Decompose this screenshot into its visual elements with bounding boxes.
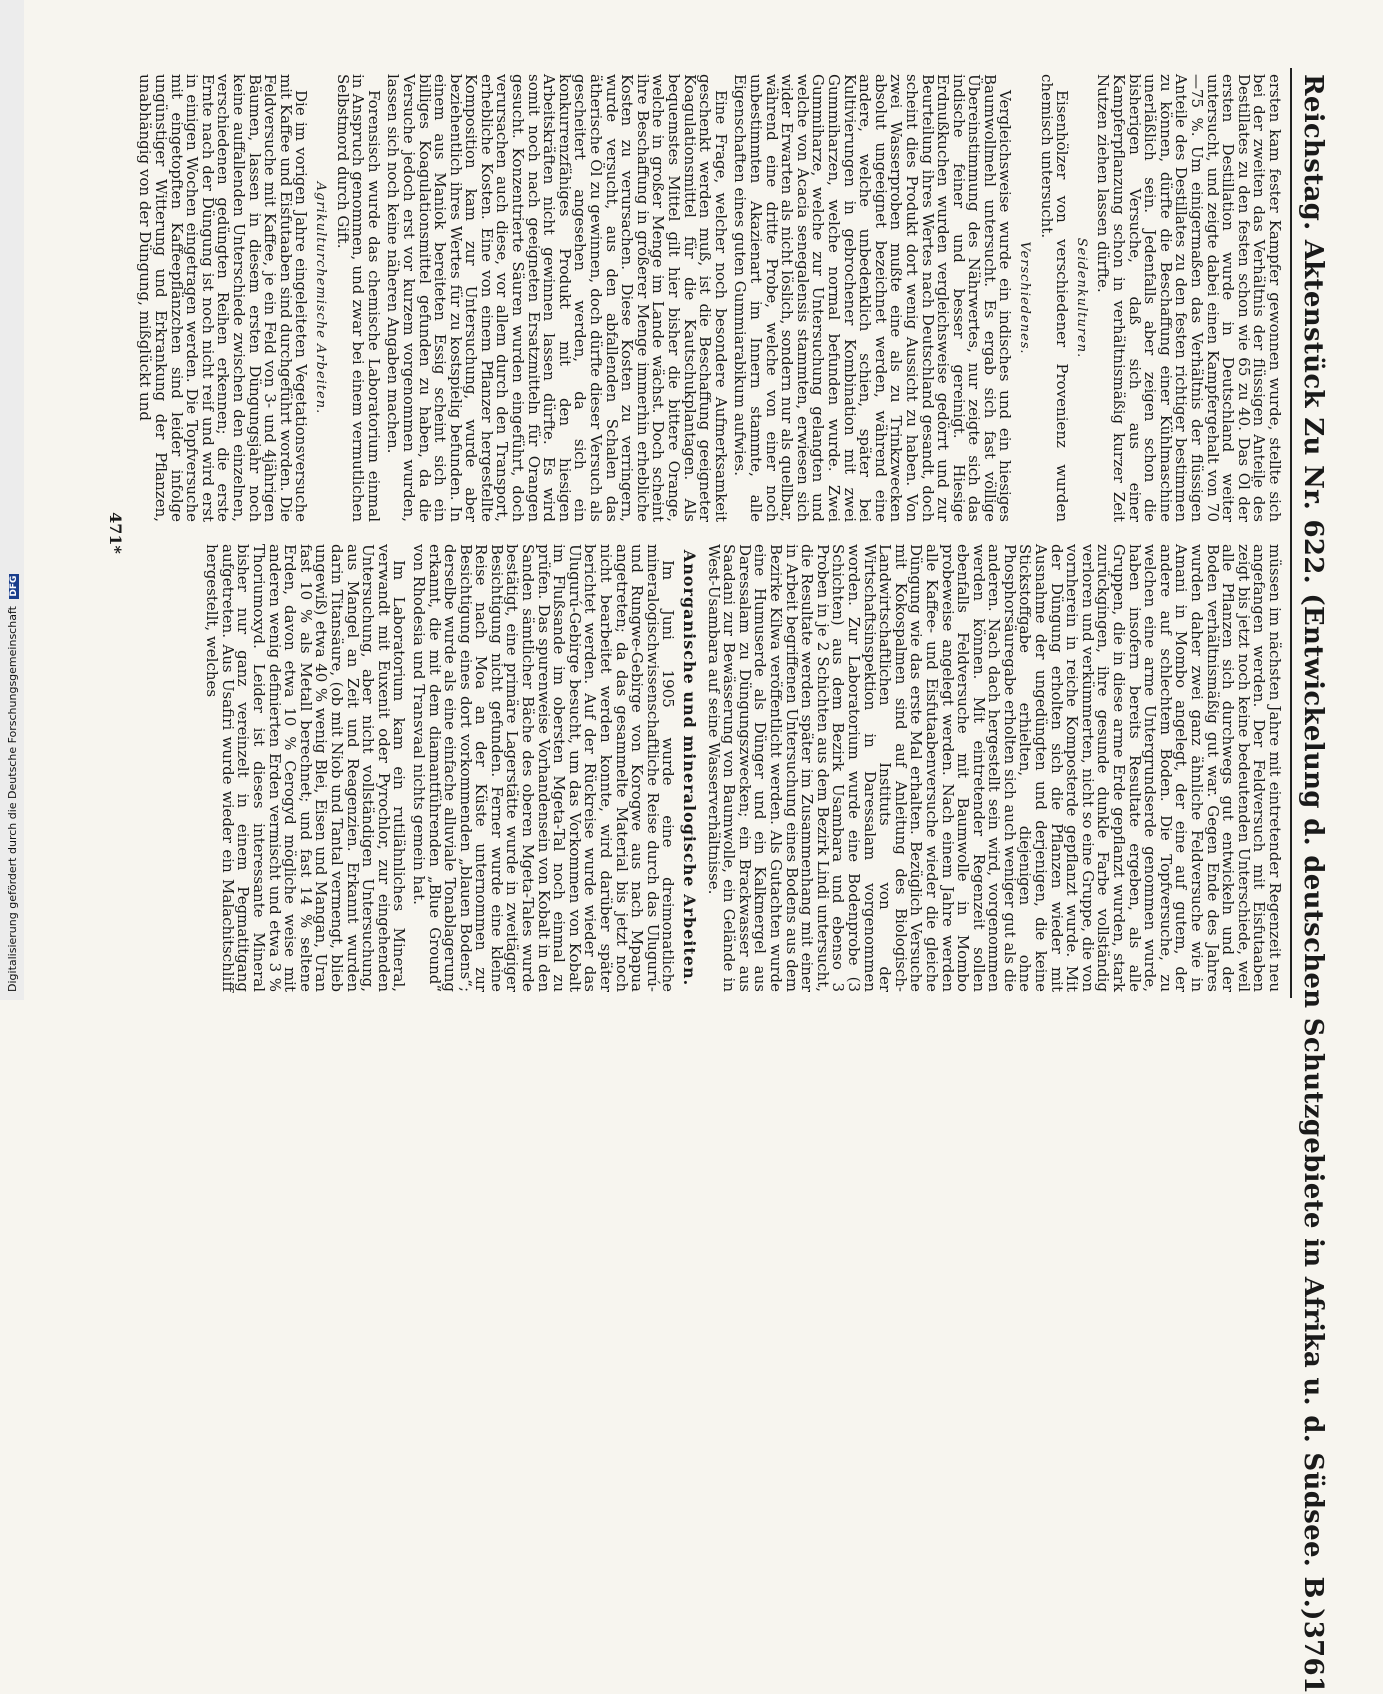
paragraph: Im Juni 1905 wurde eine dreimonatliche mineralogischwissenschaftliche Reise durch das Ulugurú- und Rungwe-Gebirge von Korogwe aus nach Mpapua angetreten; da das gesammelte Material bis jetzt noch nicht bearbeitet werden konnte, wird darüber später berichtet werden. Auf der Rückreise wurde wieder das Ulugurú-Gebirge besucht, um das Vorkommen von Kobalt im Flußsande im obersten Mgeta-Tal noch einmal zu prüfen. Das spurenweise Vorhandensein von Kobalt in den Sanden sämtlicher Bäche des oberen Mgeta-Tales wurde bestätigt, eine primäre Lagerstätte wurde in zweitägiger Besichtigung nicht gefunden. Ferner wurde eine kleine Reise nach Moa an der Küste unternommen zur Besichtigung eines dort vorkommenden „blauen Bodens“; derselbe wurde als eine einfache alluviale Tonablagerung erkannt, die mit dem diamantführenden „Blue Ground“ von Rhodesia und Transvaal nichts gemein hat. — [409, 544, 678, 992]
section-subheading: Seidenkulturen. — [1073, 237, 1089, 359]
paragraph: Eisenhölzer von verschiedener Provenienz wurden chemisch untersucht. — [1037, 74, 1072, 522]
dfg-credit-text: Digitalisierung gefördert durch die Deutsche Forschungsgemeinschaft — [6, 606, 19, 992]
text-columns — [133, 68, 1290, 998]
left-column — [133, 74, 1282, 522]
paragraph: Im Laboratorium kam ein rutilähnliches Mineral, verwandt mit Euxenit oder Pyrochlor, zur eingehenden Untersuchung, aber nicht vollständigen Untersuchung, aus Mangel an Zeit und Reagenzien. Erkannt wurden darin Titansäure, (ob mit Niob und Tantal vermengt, blieb ungewiß) etwa 40 % wenig Blei, Eisen und Mangan, Uran fast 10 % als Metall berechnet; und fast 14 % seltene Erden, davon etwa 10 % Cerogyd mögliche weise mit anderen wenig definierten Erden vermischt und etwa 3 % Thoriumoxyd. Leider ist dieses interessante Mineral bisher nur ganz vereinzelt in einem Pegmatitgang aufgetreten. Aus Usafiri wurde wieder ein Malachitschliff hergestellt, welches — [203, 544, 409, 992]
paragraph: Eine Frage, welcher noch besondere Aufmerksamkeit geschenkt werden muß, ist die Beschaffung geeigneter Koagulationsmittel für die Kautschukplantagen. Als bequemstes Mittel gilt hier bisher die bittere Orange, welche in großer Menge im Lande wächst. Doch scheint ihre Beschaffung in größerer Menge immerhin erhebliche Kosten zu verursachen. Diese Kosten zu verringern, wurde versucht, aus den abfallenden Schalen das ätherische Öl zu gewinnen, doch dürfte dieser Versuch als gescheitert angesehen werden, da sich ein konkurrenzfähiges Produkt mit den hiesigen Arbeitskräften nicht gewinnen lassen dürfte. Es wird somit noch nach geeigneten Ersatzmitteln für Orangen gesucht. Konzentrierte Säuren wurden eingeführt, doch verursachen auch diese, vor allem durch den Transport, erhebliche Kosten. Eine von einem Pflanzer hergestellte Komposition kam zur Untersuchung, wurde aber beziehentlich ihres Wertes für zu kostspielig befunden. In einem aus Maniok bereiteten Essig scheint sich ein billiges Koagulationsmittel gefunden zu haben, da die Versuche jedoch erst vor kurzem vorgenommen wurden, lassen sich noch keine näheren Angaben machen. — [384, 74, 730, 522]
section-heading: Anorganische und mineralogische Arbeiten. — [680, 549, 700, 987]
paragraph: Die im vorigen Jahre eingeleiteten Vegetationsversuche mit Kaffee und Eisfutaaben sind durchgeführt worden. Die Feldversuche mit Kaffee, je ein Feld von 3- und 4jährigen Bäumen, lassen in diesem ersten Düngungsjahr noch keine auffallenden Unterschiede zwischen den einzelnen, verschiedenen gedüngten Reihen erkennen; die erste Ernte nach der Düngung ist noch nicht reif und wird erst in einigen Wochen eingetragen werden. Die Topfversuche mit eingetopften Kaffeepflänzchen sind leider infolge ungünstiger Witterung und Erkrankung der Pflanzen, unabhängig von der Düngung, mißglückt und — [136, 74, 311, 522]
credit-sidebar — [0, 0, 24, 1000]
rotated-page — [66, 68, 1328, 1694]
paragraph: Vergleichsweise wurde ein indisches und ein hiesiges Baumwollmehl untersucht. Es ergab sich fast völlige Übereinstimmung des Nährwertes, nur zeigte sich das indische feiner und besser gereinigt. Hiesige Erdnußkuchen wurden vergleichsweise gedörrt und zur Beurteilung ihres Wertes nach Deutschland gesandt, doch scheint dies Produkt dort wenig Aussicht zu haben. Von zwei Wasserproben mußte eine als zu Trinkzwecken absolut ungeeignet bezeichnet werden, während eine andere, welche unbedenklich schien, später bei Kultivierungen in gebrochener Kombination mit zwei Gummiharzen, welche normal befunden wurde. Zwei Gummiharze, welche zur Untersuchung gelangten und welche von Acacia senegalensis stammten, erwiesen sich wider Erwarten als nicht löslich, sondern nur als quellbar, während eine dritte Probe, welche von einer noch unbestimmten Akazienart im Innern stammte, alle Eigenschaften eines guten Gummiarabikum aufwies. — [731, 74, 1015, 522]
dfg-credit-line — [6, 574, 19, 992]
section-subheading: Agrikulturchemische Arbeiten. — [312, 181, 328, 415]
paragraph: ersten kam fester Kampfer gewonnen wurde, stellte sich bei der zweiten das Verhältnis der flüssigen Anteile des Destillates zu den festen schon wie 65 zu 40. Das Öl der ersten Destillation wurde in Deutschland weiter untersucht, und zeigte dabei einen Kampfergehalt von 70—75 %. Um einigermaßen das Verhältnis der flüssigen Anteile des Destillates zu den festen richtiger bestimmen zu können, dürfte die Beschaffung einer Kühlmaschine unerläßlich sein. Jedenfalls aber zeigen schon die bisherigen Versuche, daß sich aus einer Kampferpflanzung schon in verhältnismäßig kurzer Zeit Nutzen ziehen lassen dürfte. — [1094, 74, 1284, 522]
page-header — [1290, 68, 1328, 1694]
dfg-logo: DFG — [9, 575, 19, 597]
page-title: Reichstag. Aktenstück Zu Nr. 622. (Entwickelung d. deutschen Schutzgebiete in Afrika u. d. Südsee. B.) — [1298, 74, 1328, 1621]
right-column — [133, 544, 1282, 992]
section-subheading: Verschiedenes. — [1017, 241, 1033, 355]
page-number: 3761 — [1298, 1620, 1328, 1694]
signature-mark: 471* — [105, 512, 125, 554]
paragraph: Forensisch wurde das chemische Laboratorium einmal in Anspruch genommen, und zwar bei einem vermutlichen Selbstmord durch Gift. — [333, 74, 383, 522]
paragraph: müssen im nächsten Jahre mit eintretender Regenzeit neu angefangen werden. Der Feldversuch mit Eisfutaaben zeigt bis jetzt noch keine bedeutenden Unterschiede, weil alle Pflanzen sich durchwegs gut entwickeln und der Boden verhältnismäßig gut war. Gegen Ende des Jahres wurden daher zwei ganz ähnliche Feldversuche wie in Amani in Mombo angelegt, der eine auf gutem, der andere auf schlechtem Boden. Die Topfversuche, zu welchen eine arme Untergrundserde genommen wurde, haben insofern bereits Resultate ergeben, als alle Gruppen, die in diese arme Erde gepflanzt wurden, stark zurückgingen, ihre gesunde dunkle Farbe vollständig verloren und verkümmerten, nicht so eine Gruppe, die von vornherein in reiche Komposterde gepflanzt wurde. Mit der Düngung erholten sich die Pflanzen wieder mit Ausnahme der ungedüngten und derjenigen, die keine Stickstoffgabe erhielten, diejenigen ohne Phosphorsäuregabe erholten sich auch weniger gut als die anderen. Nach dach hergestellt sein wird, vorgenommen werden können. Mit eintretender Regenzeit sollen ebenfalls Feldversuche mit Baumwolle in Mombo probeweise angelegt werden. Nach einem Jahre werden alle Kaffee- und Eisfutaabenversuche wieder die gleiche Düngung wie das erste Mal erhalten. Bezüglich Versuche mit Kokospalmen sind auf Anleitung des Biologisch-Landwirtschaftlichen Instituts von der Wirtschaftsinspektion in Daressalam vorgenommen worden. Zur Laboratorium wurde eine Bodenprobe (3 Schichten) aus dem Bezirk Usambara und ebenso 3 Proben in je 2 Schichten aus dem Bezirk Lindi untersucht, die Resultate werden später im Zusammenhang mit einer in Arbeit begriffenen Untersuchung eines Bodens aus dem Bezirke Kilwa veröffentlicht werden. Als Gutachten wurde eine Humuserde als Dünger und ein Kalkmergel aus Daressalam zu Düngungszwecken; ein Brackwasser aus Saadani zur Bewässerung von Baumwolle, ein Gelände in West-Usambara auf seine Wasserverhältnisse. — [704, 544, 1284, 992]
